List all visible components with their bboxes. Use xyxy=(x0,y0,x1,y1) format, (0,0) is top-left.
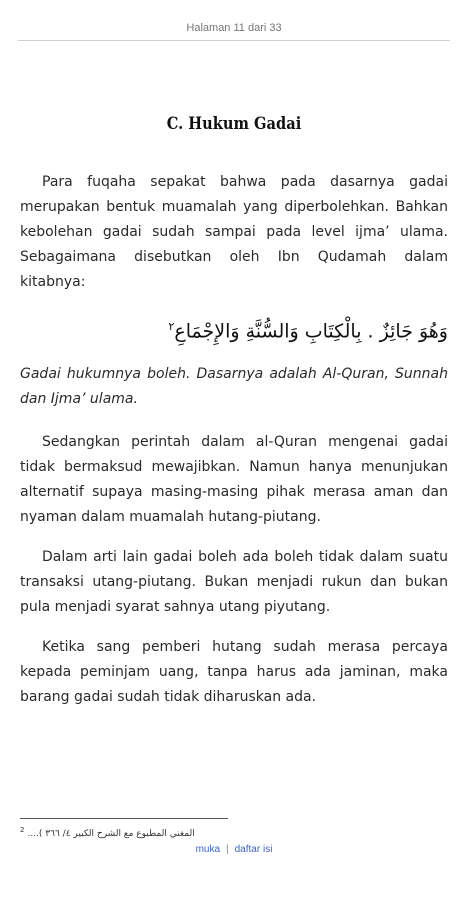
header-divider xyxy=(18,40,450,41)
home-link[interactable]: muka xyxy=(195,844,221,855)
paragraph-quran-command: Sedangkan perintah dalam al-Quran mengenai gadai tidak bermaksud mewajibkan. Namun hanya menunjukan alternatif supaya masing-masing pihak merasa aman dan nyaman dalam muamalah hutang-piutang. xyxy=(20,434,448,526)
paragraph-trust: Ketika sang pemberi hutang sudah merasa percaya kepada peminjam uang, tanpa harus ada jaminan, maka barang gadai sudah tidak diharuskan ada. xyxy=(20,639,448,706)
page-navigation xyxy=(0,844,468,855)
table-of-contents-link[interactable]: daftar isi xyxy=(234,844,273,855)
arabic-footnote-marker[interactable]: ٢ xyxy=(168,320,175,333)
paragraph-intro: Para fuqaha sepakat bahwa pada dasarnya gadai merupakan bentuk muamalah yang diperbolehkan. Bahkan kebolehan gadai sudah sampai pada level ijma’ ulama. Sebagaimana disebutkan oleh Ibn Qudamah dalam kitabnya: xyxy=(20,174,448,290)
footnote-number: 2 xyxy=(20,826,25,834)
arabic-quote xyxy=(20,310,448,348)
paragraph-optional-pledge: Dalam arti lain gadai boleh ada boleh tidak dalam suatu transaksi utang-piutang. Bukan menjadi rukun dan bukan pula menjadi syarat sahnya utang piyutang. xyxy=(20,549,448,616)
body-content xyxy=(20,170,448,725)
arabic-quote-text: وَهُوَ جَائِزٌ . بِالْكِتَابِ وَالسُّنَّةِ وَالإِجْمَاعِ xyxy=(174,320,448,343)
footnote xyxy=(20,826,250,839)
quote-translation: Gadai hukumnya boleh. Dasarnya adalah Al-Quran, Sunnah dan Ijma’ ulama. xyxy=(20,366,448,408)
footnote-divider xyxy=(20,818,228,819)
section-heading: C. Hukum Gadai xyxy=(166,114,302,134)
page-indicator: Halaman 11 dari 33 xyxy=(186,22,282,34)
nav-separator: | xyxy=(226,844,229,855)
footnote-text: المغني المطبوع مع الشرح الكبير ٤/ ٣٦٦ ).... xyxy=(27,829,195,839)
